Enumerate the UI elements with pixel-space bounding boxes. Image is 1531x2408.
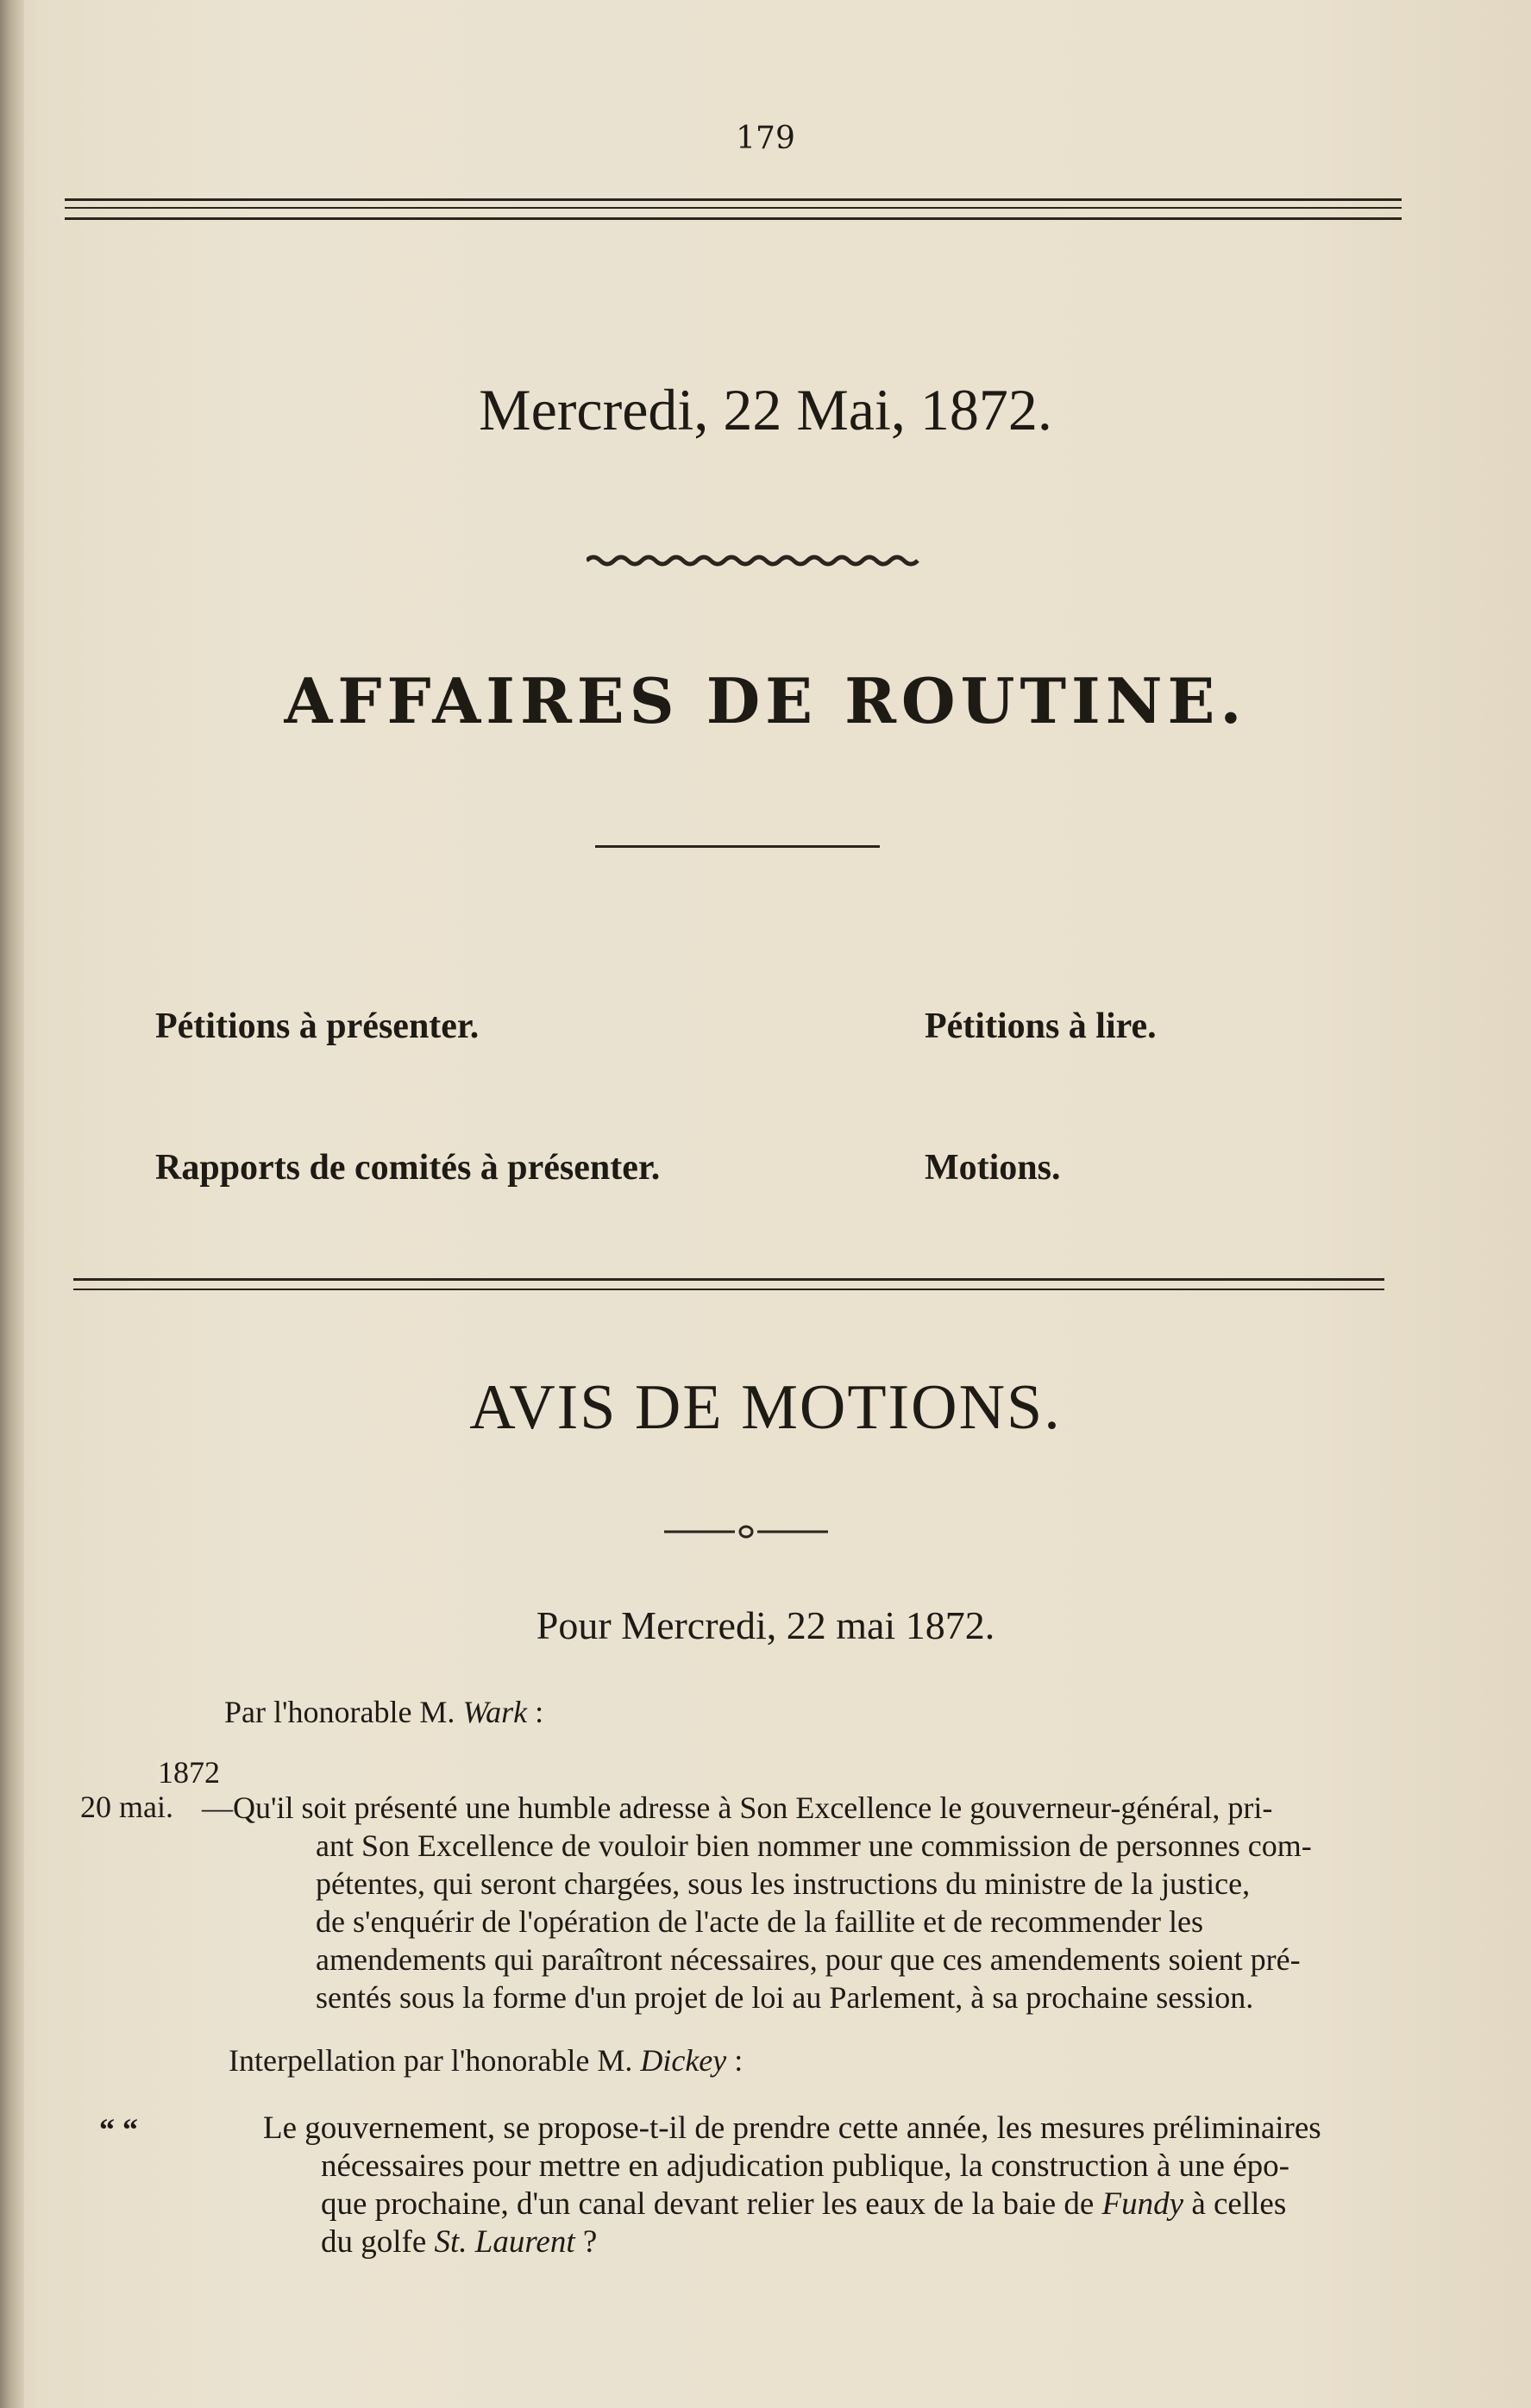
place-name-st-laurent: St. Laurent bbox=[434, 2224, 575, 2260]
motion-text-line: amendements qui paraîtront nécessaires, pour que ces amendements soient pré- bbox=[316, 1942, 1301, 1977]
interpellation-text-fragment: que prochaine, d'un canal devant relier les eaux de la baie de bbox=[321, 2186, 1095, 2222]
motion-author-suffix: : bbox=[535, 1695, 544, 1729]
subsection-date: Pour Mercredi, 22 mai 1872. bbox=[536, 1603, 995, 1647]
routine-item-motions: Motions. bbox=[925, 1148, 1061, 1188]
motion-author-line bbox=[224, 1694, 543, 1730]
interpellation-text-fragment: du golfe bbox=[321, 2224, 427, 2260]
interpellation-text-fragment: à celles bbox=[1191, 2186, 1287, 2222]
wavy-ornament bbox=[587, 552, 923, 569]
motion-author-prefix: Par l'honorable M. bbox=[224, 1695, 455, 1729]
top-rule-2 bbox=[65, 207, 1402, 209]
interpellation-text-line bbox=[321, 2185, 1286, 2223]
section-title-notices: AVIS DE MOTIONS. bbox=[469, 1372, 1062, 1443]
motion-date: 20 mai. bbox=[80, 1790, 173, 1824]
interpellation-label-suffix: : bbox=[734, 2043, 744, 2078]
date-heading: Mercredi, 22 Mai, 1872. bbox=[479, 377, 1052, 442]
middle-rule-1 bbox=[73, 1278, 1384, 1281]
interpellation-text-line: Le gouvernement, se propose-t-il de prendre cette année, les mesures préliminaires bbox=[263, 2110, 1321, 2146]
motion-year: 1872 bbox=[158, 1755, 220, 1790]
place-name-fundy: Fundy bbox=[1101, 2186, 1184, 2222]
page-number: 179 bbox=[736, 121, 795, 156]
motion-author-name: Wark bbox=[462, 1695, 528, 1729]
interpellation-text-line bbox=[321, 2223, 597, 2261]
circle-ornament bbox=[664, 1523, 828, 1540]
middle-rule-2 bbox=[73, 1289, 1384, 1290]
motion-text-line: —Qu'il soit présenté une humble adresse à Son Excellence le gouverneur-général, pri- bbox=[202, 1790, 1273, 1825]
routine-item-petitions-present: Pétitions à présenter. bbox=[155, 1006, 480, 1046]
motion-text-line: ant Son Excellence de vouloir bien nommer une commission de personnes com- bbox=[316, 1828, 1312, 1863]
section-title-routine: AFFAIRES DE ROUTINE. bbox=[284, 664, 1247, 737]
interpellation-text-line: nécessaires pour mettre en adjudication publique, la construction à une épo- bbox=[321, 2148, 1289, 2184]
interpellation-label bbox=[229, 2042, 743, 2079]
interpellation-label-prefix: Interpellation par l'honorable M. bbox=[229, 2043, 633, 2078]
top-rule-1 bbox=[65, 198, 1402, 201]
motion-text-line: sentés sous la forme d'un projet de loi au Parlement, à sa prochaine session. bbox=[316, 1980, 1254, 2015]
top-rule-3 bbox=[65, 217, 1402, 220]
quote-marks: “ “ bbox=[99, 2112, 138, 2147]
interpellation-member: Dickey bbox=[640, 2043, 727, 2078]
routine-item-committee-reports: Rapports de comités à présenter. bbox=[155, 1148, 661, 1188]
motion-text-line: pétentes, qui seront chargées, sous les instructions du ministre de la justice, bbox=[316, 1866, 1251, 1901]
interpellation-text-fragment: ? bbox=[582, 2224, 598, 2260]
routine-divider bbox=[595, 845, 880, 848]
motion-text-line: de s'enquérir de l'opération de l'acte de la faillite et de recommender les bbox=[316, 1904, 1203, 1939]
binding-gutter bbox=[0, 0, 24, 2408]
routine-item-petitions-read: Pétitions à lire. bbox=[925, 1006, 1157, 1046]
